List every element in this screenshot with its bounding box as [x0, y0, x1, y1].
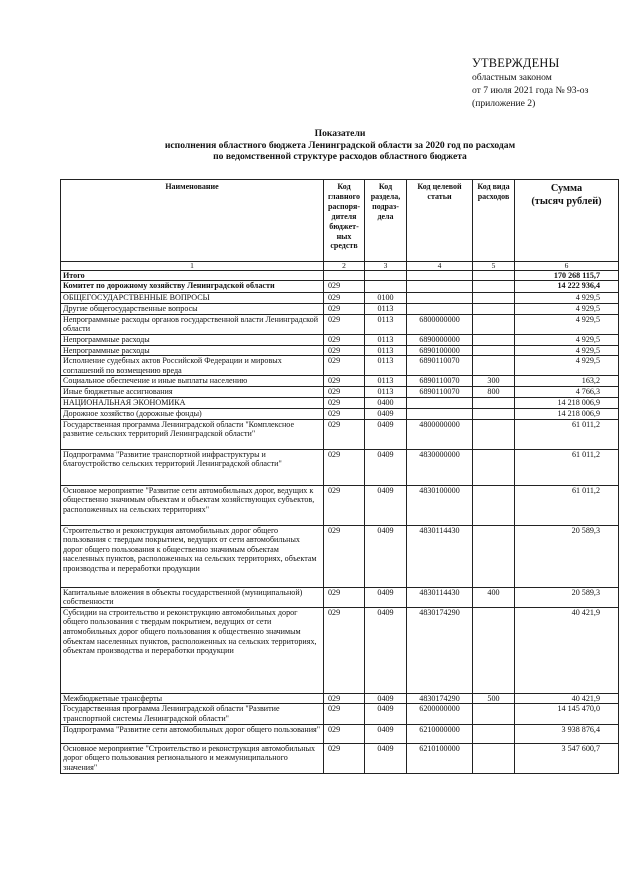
row-target-code: 6210000000	[407, 724, 473, 743]
row-name: Социальное обеспечение и иные выплаты населению	[61, 376, 324, 387]
row-grbs-code: 029	[324, 587, 365, 607]
row-section-code: 0409	[365, 408, 407, 419]
row-name: Непрограммные расходы	[61, 334, 324, 345]
row-grbs-code: 029	[324, 304, 365, 315]
row-section-code: 0113	[365, 345, 407, 356]
row-target-code: 4830114430	[407, 525, 473, 587]
table-row	[61, 449, 619, 485]
row-section-code: 0409	[365, 704, 407, 724]
row-grbs-code: 029	[324, 724, 365, 743]
row-expense-type-code	[473, 281, 515, 293]
row-expense-type-code	[473, 270, 515, 281]
row-expense-type-code: 500	[473, 693, 515, 704]
row-sum: 40 421,9	[515, 607, 619, 693]
row-name: Комитет по дорожному хозяйству Ленинградской области	[61, 281, 324, 293]
table-row	[61, 387, 619, 398]
row-expense-type-code	[473, 408, 515, 419]
row-section-code: 0409	[365, 525, 407, 587]
row-name: Исполнение судебных актов Российской Федерации и мировых соглашений по возмещению вреда	[61, 356, 324, 376]
row-name: Субсидии на строительство и реконструкцию автомобильных дорог общего пользования с твердым покрытием, ведущих от сети автомобильных дорог общего пользования к общественно значимым объектам населенных пунктов, расположенных на сельских территориях, объектам производства и переработки продукции	[61, 607, 324, 693]
row-grbs-code: 029	[324, 345, 365, 356]
column-number: 4	[407, 262, 473, 271]
table-row	[61, 693, 619, 704]
row-sum: 163,2	[515, 376, 619, 387]
table-row	[61, 397, 619, 408]
row-grbs-code: 029	[324, 419, 365, 449]
row-section-code: 0113	[365, 304, 407, 315]
row-grbs-code: 029	[324, 607, 365, 693]
row-target-code: 4800000000	[407, 419, 473, 449]
row-expense-type-code	[473, 607, 515, 693]
row-name: Строительство и реконструкция автомобильных дорог общего пользования с твердым покрытием, ведущих от сети автомобильных дорог общего пользования к общественно значимым объектам населенных пунктов, расположенных на сельских территориях, объектам производства и переработки продукции	[61, 525, 324, 587]
header-row	[61, 180, 619, 262]
row-expense-type-code	[473, 485, 515, 525]
row-name: Подпрограмма "Развитие сети автомобильных дорог общего пользования"	[61, 724, 324, 743]
row-sum: 14 218 006,9	[515, 408, 619, 419]
table-row	[61, 419, 619, 449]
row-section-code: 0113	[365, 314, 407, 334]
header-section-code: Код раздела, подраз-дела	[365, 180, 407, 262]
row-sum: 3 938 876,4	[515, 724, 619, 743]
row-section-code: 0409	[365, 693, 407, 704]
row-sum: 14 218 006,9	[515, 397, 619, 408]
row-section-code: 0400	[365, 397, 407, 408]
row-grbs-code: 029	[324, 281, 365, 293]
header-sum-label: Сумма	[550, 183, 583, 194]
row-sum: 4 766,3	[515, 387, 619, 398]
table-row	[61, 587, 619, 607]
header-sum	[515, 180, 619, 262]
header-target-code: Код целевой статьи	[407, 180, 473, 262]
row-grbs-code: 029	[324, 356, 365, 376]
row-expense-type-code	[473, 304, 515, 315]
row-name: Итого	[61, 270, 324, 281]
row-sum: 40 421,9	[515, 693, 619, 704]
row-target-code	[407, 397, 473, 408]
row-expense-type-code: 800	[473, 387, 515, 398]
row-sum: 4 929,5	[515, 356, 619, 376]
header-grbs-code: Код главного распоря-дителя бюджет-ных средств	[324, 180, 365, 262]
row-sum: 14 145 470,0	[515, 704, 619, 724]
row-section-code	[365, 270, 407, 281]
row-sum: 14 222 936,4	[515, 281, 619, 293]
row-grbs-code: 029	[324, 485, 365, 525]
row-target-code: 4830174290	[407, 607, 473, 693]
row-section-code: 0409	[365, 724, 407, 743]
row-section-code: 0113	[365, 356, 407, 376]
row-sum: 170 268 115,7	[515, 270, 619, 281]
row-sum: 61 011,2	[515, 485, 619, 525]
approval-title: УТВЕРЖДЕНЫ	[472, 56, 560, 70]
row-name: Государственная программа Ленинградской области "Комплексное развитие сельских территорий Ленинградской области"	[61, 419, 324, 449]
row-name: НАЦИОНАЛЬНАЯ ЭКОНОМИКА	[61, 397, 324, 408]
row-target-code: 6210100000	[407, 743, 473, 773]
row-section-code: 0409	[365, 587, 407, 607]
row-target-code: 6890110070	[407, 356, 473, 376]
table-row	[61, 408, 619, 419]
row-target-code	[407, 293, 473, 304]
table-row	[61, 270, 619, 281]
row-name: Подпрограмма "Развитие транспортной инфраструктуры и благоустройство сельских территорий Ленинградской области"	[61, 449, 324, 485]
row-target-code: 4830174290	[407, 693, 473, 704]
row-name: Иные бюджетные ассигнования	[61, 387, 324, 398]
header-expense-type-code: Код вида расходов	[473, 180, 515, 262]
row-grbs-code: 029	[324, 743, 365, 773]
row-name: Дорожное хозяйство (дорожные фонды)	[61, 408, 324, 419]
row-grbs-code: 029	[324, 693, 365, 704]
title-line-1: Показатели	[314, 128, 366, 139]
row-expense-type-code	[473, 356, 515, 376]
row-section-code	[365, 281, 407, 293]
column-number-row	[61, 262, 619, 271]
row-target-code	[407, 281, 473, 293]
table-row	[61, 724, 619, 743]
row-expense-type-code	[473, 724, 515, 743]
row-name: Другие общегосударственные вопросы	[61, 304, 324, 315]
row-sum: 4 929,5	[515, 314, 619, 334]
header-sum-unit: (тысяч рублей)	[531, 196, 602, 207]
row-section-code: 0113	[365, 334, 407, 345]
table-row	[61, 345, 619, 356]
approval-appendix: (приложение 2)	[472, 98, 536, 110]
approval-date: от 7 июля 2021 года № 93-оз	[472, 85, 589, 97]
row-sum: 20 589,3	[515, 525, 619, 587]
row-expense-type-code	[473, 345, 515, 356]
column-number: 2	[324, 262, 365, 271]
column-number: 6	[515, 262, 619, 271]
row-target-code: 4830000000	[407, 449, 473, 485]
row-expense-type-code	[473, 293, 515, 304]
row-sum: 61 011,2	[515, 449, 619, 485]
row-expense-type-code	[473, 314, 515, 334]
row-expense-type-code	[473, 397, 515, 408]
row-target-code: 4830100000	[407, 485, 473, 525]
table-row	[61, 293, 619, 304]
row-sum: 4 929,5	[515, 345, 619, 356]
row-section-code: 0409	[365, 607, 407, 693]
table-row	[61, 314, 619, 334]
row-section-code: 0100	[365, 293, 407, 304]
row-section-code: 0409	[365, 449, 407, 485]
row-target-code: 6890110070	[407, 387, 473, 398]
row-section-code: 0409	[365, 485, 407, 525]
row-grbs-code: 029	[324, 704, 365, 724]
row-section-code: 0113	[365, 387, 407, 398]
row-grbs-code: 029	[324, 397, 365, 408]
row-name: Основное мероприятие "Строительство и реконструкция автомобильных дорог общего пользования регионального и межмуниципального значения"	[61, 743, 324, 773]
row-expense-type-code	[473, 525, 515, 587]
row-target-code: 6200000000	[407, 704, 473, 724]
row-sum: 3 547 600,7	[515, 743, 619, 773]
row-grbs-code	[324, 270, 365, 281]
row-section-code: 0113	[365, 376, 407, 387]
row-name: Государственная программа Ленинградской области "Развитие транспортной системы Ленинградской области"	[61, 704, 324, 724]
row-name: ОБЩЕГОСУДАРСТВЕННЫЕ ВОПРОСЫ	[61, 293, 324, 304]
table-body	[61, 270, 619, 773]
row-sum: 4 929,5	[515, 334, 619, 345]
title-line-2: исполнения областного бюджета Ленинградской области за 2020 год по расходам	[164, 139, 516, 151]
row-target-code	[407, 270, 473, 281]
row-grbs-code: 029	[324, 314, 365, 334]
row-sum: 20 589,3	[515, 587, 619, 607]
table-row	[61, 304, 619, 315]
approval-stamp	[472, 56, 637, 111]
row-sum: 61 011,2	[515, 419, 619, 449]
row-sum: 4 929,5	[515, 293, 619, 304]
row-target-code	[407, 408, 473, 419]
column-number: 1	[61, 262, 324, 271]
row-expense-type-code	[473, 704, 515, 724]
row-target-code: 6890110070	[407, 376, 473, 387]
row-name: Основное мероприятие "Развитие сети автомобильных дорог, ведущих к общественно значимым объектам и объектам хозяйствующих субъектов, расположенных на сельских территориях"	[61, 485, 324, 525]
row-grbs-code: 029	[324, 376, 365, 387]
table-row	[61, 281, 619, 293]
row-expense-type-code: 400	[473, 587, 515, 607]
row-name: Межбюджетные трансферты	[61, 693, 324, 704]
row-grbs-code: 029	[324, 293, 365, 304]
header-name: Наименование	[61, 180, 324, 262]
title-line-3: по ведомственной структуре расходов областного бюджета	[213, 151, 467, 163]
row-target-code: 6890000000	[407, 334, 473, 345]
row-grbs-code: 029	[324, 408, 365, 419]
table-row	[61, 743, 619, 773]
row-expense-type-code	[473, 334, 515, 345]
row-grbs-code: 029	[324, 449, 365, 485]
row-section-code: 0409	[365, 743, 407, 773]
table-row	[61, 704, 619, 724]
expenditure-table	[60, 179, 619, 774]
row-expense-type-code	[473, 419, 515, 449]
row-sum: 4 929,5	[515, 304, 619, 315]
row-name: Капитальные вложения в объекты государственной (муниципальной) собственности	[61, 587, 324, 607]
column-number: 5	[473, 262, 515, 271]
row-target-code: 4830114430	[407, 587, 473, 607]
row-grbs-code: 029	[324, 525, 365, 587]
table-row	[61, 356, 619, 376]
row-name: Непрограммные расходы	[61, 345, 324, 356]
approval-law: областным законом	[472, 72, 552, 83]
row-expense-type-code	[473, 743, 515, 773]
table-row	[61, 525, 619, 587]
table-row	[61, 485, 619, 525]
row-section-code: 0409	[365, 419, 407, 449]
table-row	[61, 334, 619, 345]
row-target-code: 6800000000	[407, 314, 473, 334]
column-number: 3	[365, 262, 407, 271]
row-expense-type-code	[473, 449, 515, 485]
row-grbs-code: 029	[324, 387, 365, 398]
row-target-code	[407, 304, 473, 315]
row-name: Непрограммные расходы органов государственной власти Ленинградской области	[61, 314, 324, 334]
row-grbs-code: 029	[324, 334, 365, 345]
table-row	[61, 607, 619, 693]
table-row	[61, 376, 619, 387]
row-expense-type-code: 300	[473, 376, 515, 387]
document-title	[60, 128, 620, 163]
row-target-code: 6890100000	[407, 345, 473, 356]
